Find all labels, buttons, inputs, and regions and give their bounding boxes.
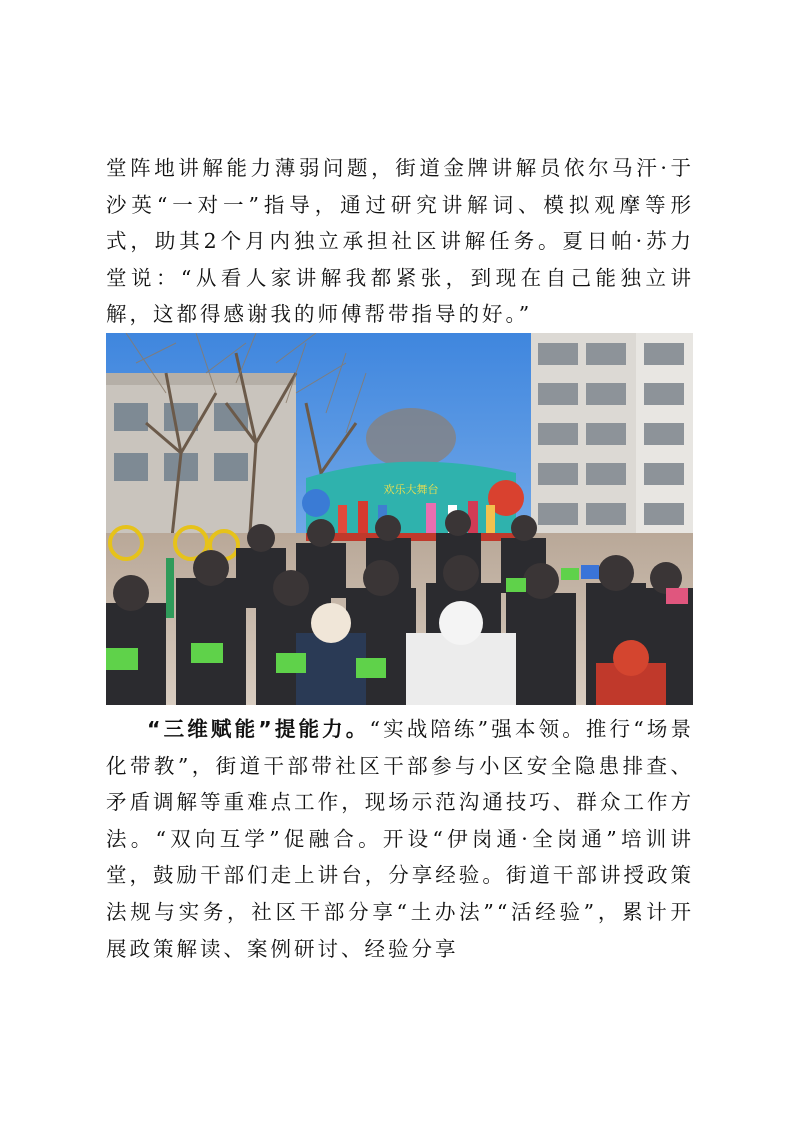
paragraph-top-text: 堂阵地讲解能力薄弱问题，街道金牌讲解员依尔马汗·于沙英“一对一”指导，通过研究讲解词、模拟观摩等形式，助其2个月内独立承担社区讲解任务。夏日帕·苏力堂说：“从看人家讲解我都紧张，到现在自己能独立讲解，这都得感谢我的师傅帮带指导的好。” <box>106 156 694 327</box>
stage <box>302 462 524 541</box>
stage-banner: 欢乐大舞台 <box>383 483 439 496</box>
paragraph-bottom <box>106 711 694 967</box>
community-performance-photo <box>106 333 693 705</box>
right-building <box>531 333 693 548</box>
photo-illustration <box>106 333 693 705</box>
section-heading: “三维赋能”提能力。 <box>147 717 370 741</box>
paragraph-top <box>106 150 694 333</box>
left-building <box>106 373 296 533</box>
paragraph-bottom-text: “实战陪练”强本领。推行“场景化带教”，街道干部带社区干部参与小区安全隐患排查、矛盾调解等重难点工作，现场示范沟通技巧、群众工作方法。“双向互学”促融合。开设“伊岗通·全岗通”培训讲堂，鼓励干部们走上讲台，分享经验。街道干部讲授政策法规与实务，社区干部分享“土办法”“活经验”，累计开展政策解读、案例研讨、经验分享 <box>106 717 694 961</box>
distant-tree <box>366 408 456 468</box>
